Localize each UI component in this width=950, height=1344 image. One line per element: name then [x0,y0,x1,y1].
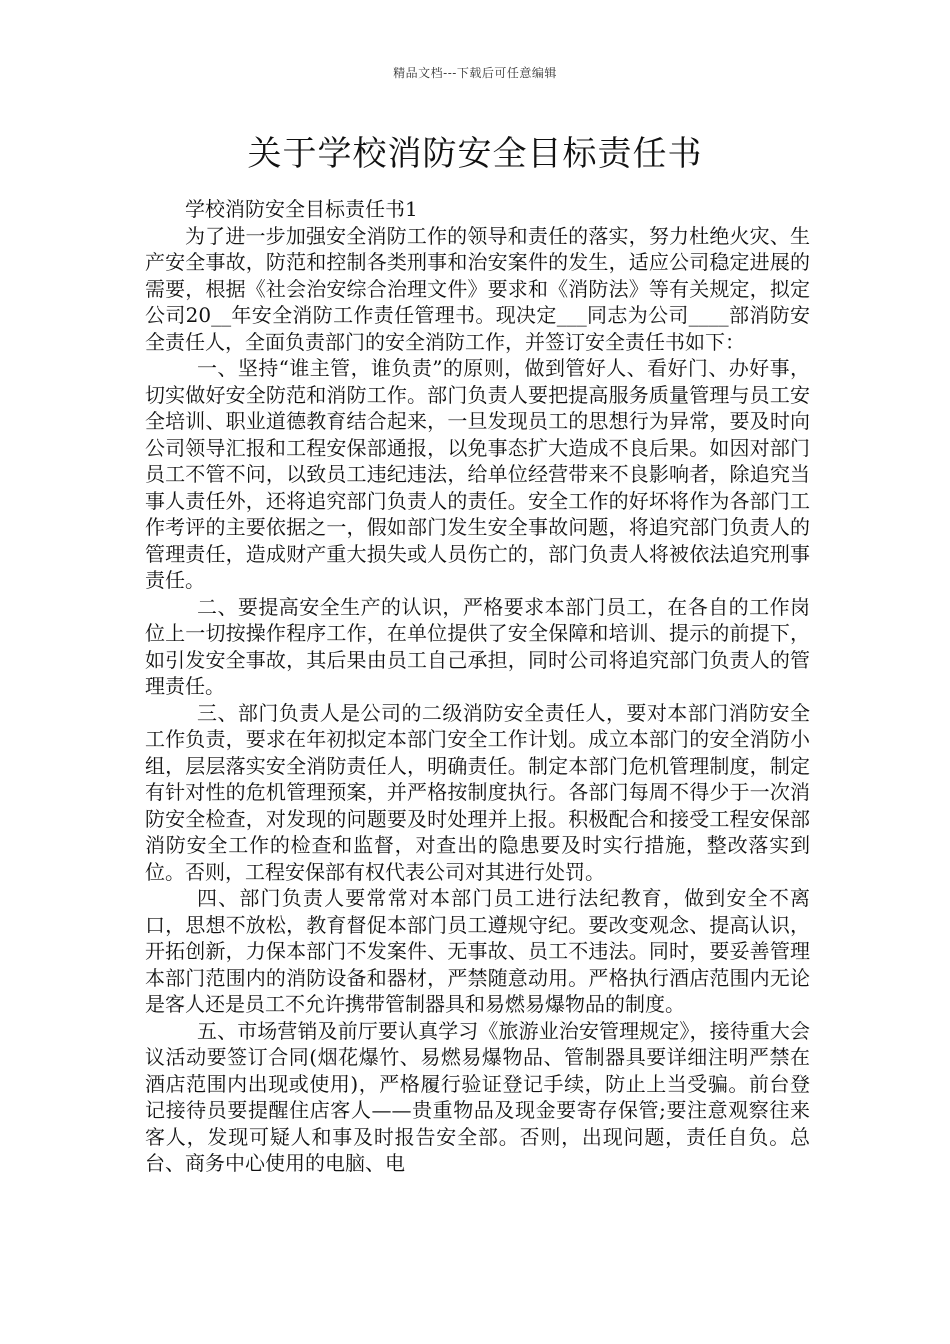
clause-4-paragraph: 四、部门负责人要常常对本部门员工进行法纪教育，做到安全不离口，思想不放松，教育督促本部门员工遵规守纪。要改变观念、提高认识，开拓创新，力保本部门不发案件、无事故、员工不违法。同时，要妥善管理本部门范围内的消防设备和器材，严禁随意动用。严格执行酒店范围内无论是客人还是员工不允许携带管制器具和易燃易爆物品的制度。 [145,886,810,1016]
section-heading: 学校消防安全目标责任书1 [185,197,418,221]
clause-2-paragraph: 二、要提高安全生产的认识，严格要求本部门员工，在各自的工作岗位上一切按操作程序工作，在单位提供了安全保障和培训、提示的前提下，如引发安全事故，其后果由员工自己承担，同时公司将追究部门负责人的管理责任。 [145,594,810,698]
document-title: 关于学校消防安全目标责任书 [247,134,703,174]
header-note: 精品文档---下载后可任意编辑 [393,66,557,80]
clause-3-paragraph: 三、部门负责人是公司的二级消防安全责任人，要对本部门消防安全工作负责，要求在年初拟定本部门安全工作计划。成立本部门的安全消防小组，层层落实安全消防责任人，明确责任。制定本部门危机管理制度，制定有针对性的危机管理预案，并严格按制度执行。各部门每周不得少于一次消防安全检查，对发现的问题要及时处理并上报。积极配合和接受工程安保部消防安全工作的检查和监督，对查出的隐患要及时实行措施，整改落实到位。否则，工程安保部有权代表公司对其进行处罚。 [145,700,810,884]
clause-1-paragraph: 一、坚持“谁主管，谁负责”的原则，做到管好人、看好门、办好事，切实做好安全防范和消防工作。部门负责人要把提高服务质量管理与员工安全培训、职业道德教育结合起来，一旦发现员工的思想行为异常，要及时向公司领导汇报和工程安保部通报，以免事态扩大造成不良后果。如因对部门员工不管不问，以致员工违纪违法，给单位经营带来不良影响者，除追究当事人责任外，还将追究部门负责人的责任。安全工作的好坏将作为各部门工作考评的主要依据之一，假如部门发生安全事故问题，将追究部门负责人的管理责任，造成财产重大损失或人员伤亡的，部门负责人将被依法追究刑事责任。 [145,356,810,592]
clause-5-paragraph: 五、市场营销及前厅要认真学习《旅游业治安管理规定》，接待重大会议活动要签订合同(烟花爆竹、易燃易爆物品、管制器具要详细注明严禁在酒店范围内出现或使用)，严格履行验证登记手续，防止上当受骗。前台登记接待员要提醒住店客人——贵重物品及现金要寄存保管;要注意观察往来客人，发现可疑人和事及时报告安全部。否则，出现问题，责任自负。总台、商务中心使用的电脑、电 [145,1018,810,1175]
document-body [145,196,810,1177]
intro-paragraph: 为了进一步加强安全消防工作的领导和责任的落实，努力杜绝火灾、生产安全事故，防范和控制各类刑事和治安案件的发生，适应公司稳定进展的需要，根据《社会治安综合治理文件》要求和《消防法》等有关规定，拟定公司20__年安全消防工作责任管理书。现决定___同志为公司____部消防安全责任人，全面负责部门的安全消防工作，并签订安全责任书如下： [145,223,810,354]
